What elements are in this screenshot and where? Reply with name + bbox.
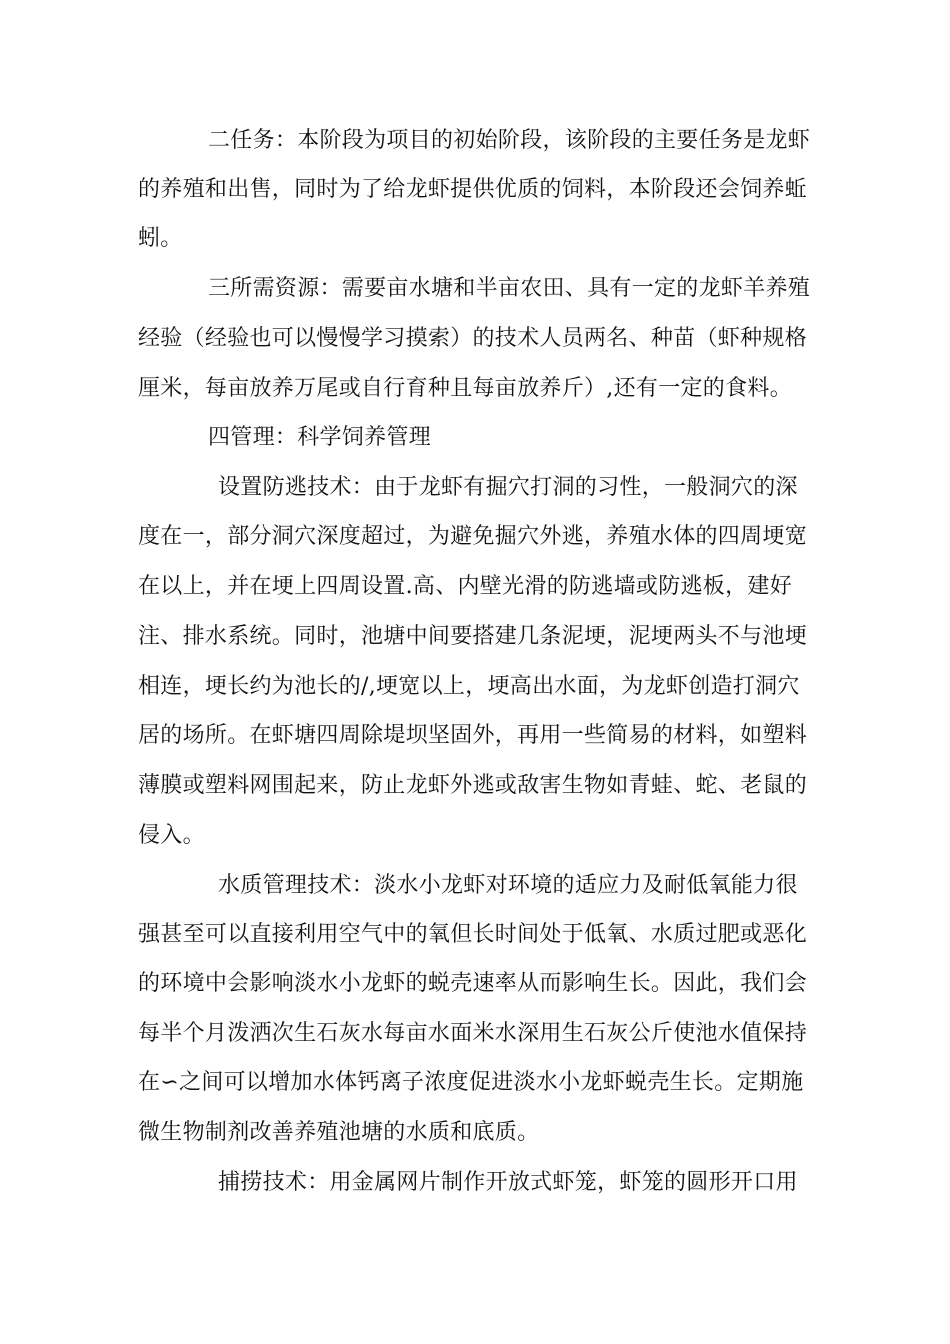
text-line: 微生物制剂改善养殖池塘的水质和底质。 — [138, 1120, 540, 1145]
text-line: 经验（经验也可以慢慢学习摸索）的技术人员两名、种苗（虾种规格 — [138, 326, 808, 351]
text-line: 每半个月泼洒次生石灰水每亩水面米水深用生石灰公斤使池水值保持 — [138, 1021, 808, 1046]
text-line: 薄膜或塑料网围起来，防止龙虾外逃或敌害生物如青蛙、蛇、老鼠的 — [138, 773, 808, 798]
text-line: 水质管理技术：淡水小龙虾对环境的适应力及耐低氧能力很 — [218, 873, 798, 898]
text-line: 的环境中会影响淡水小龙虾的蜕壳速率从而影响生长。因此，我们会 — [138, 971, 808, 996]
text-line: 在∽之间可以增加水体钙离子浓度促进淡水小龙虾蜕壳生长。定期施 — [138, 1070, 804, 1095]
text-line: 侵入。 — [138, 823, 205, 848]
text-line: 捕捞技术：用金属网片制作开放式虾笼，虾笼的圆形开口用 — [218, 1170, 798, 1195]
text-line: 相连，埂长约为池长的/,埂宽以上，埂高出水面，为龙虾创造打洞穴 — [138, 674, 800, 699]
text-line: 三所需资源：需要亩水塘和半亩农田、具有一定的龙虾羊养殖 — [208, 276, 811, 301]
text-line: 度在一，部分洞穴深度超过，为避免掘穴外逃，养殖水体的四周埂宽 — [138, 524, 808, 549]
text-line: 蚓。 — [138, 226, 183, 251]
section-heading: 四管理：科学饲养管理 — [208, 425, 432, 450]
text-line: 强甚至可以直接利用空气中的氧但长时间处于低氧、水质过肥或恶化 — [138, 922, 808, 947]
text-line: 注、排水系统。同时，池塘中间要搭建几条泥埂，泥埂两头不与池埂 — [138, 624, 808, 649]
text-line: 设置防逃技术：由于龙虾有掘穴打洞的习性，一般洞穴的深 — [218, 475, 798, 500]
text-line: 居的场所。在虾塘四周除堤坝坚固外，再用一些简易的材料，如塑料 — [138, 723, 808, 748]
text-line: 二任务：本阶段为项目的初始阶段，该阶段的主要任务是龙虾 — [208, 128, 811, 153]
text-line: 在以上，并在埂上四周设置.高、内壁光滑的防逃墙或防逃板，建好 — [138, 574, 792, 599]
text-line: 的养殖和出售，同时为了给龙虾提供优质的饲料，本阶段还会饲养蚯 — [138, 177, 808, 202]
text-line: 厘米，每亩放养万尾或自行育种且每亩放养斤）,还有一定的食料。 — [138, 376, 792, 401]
